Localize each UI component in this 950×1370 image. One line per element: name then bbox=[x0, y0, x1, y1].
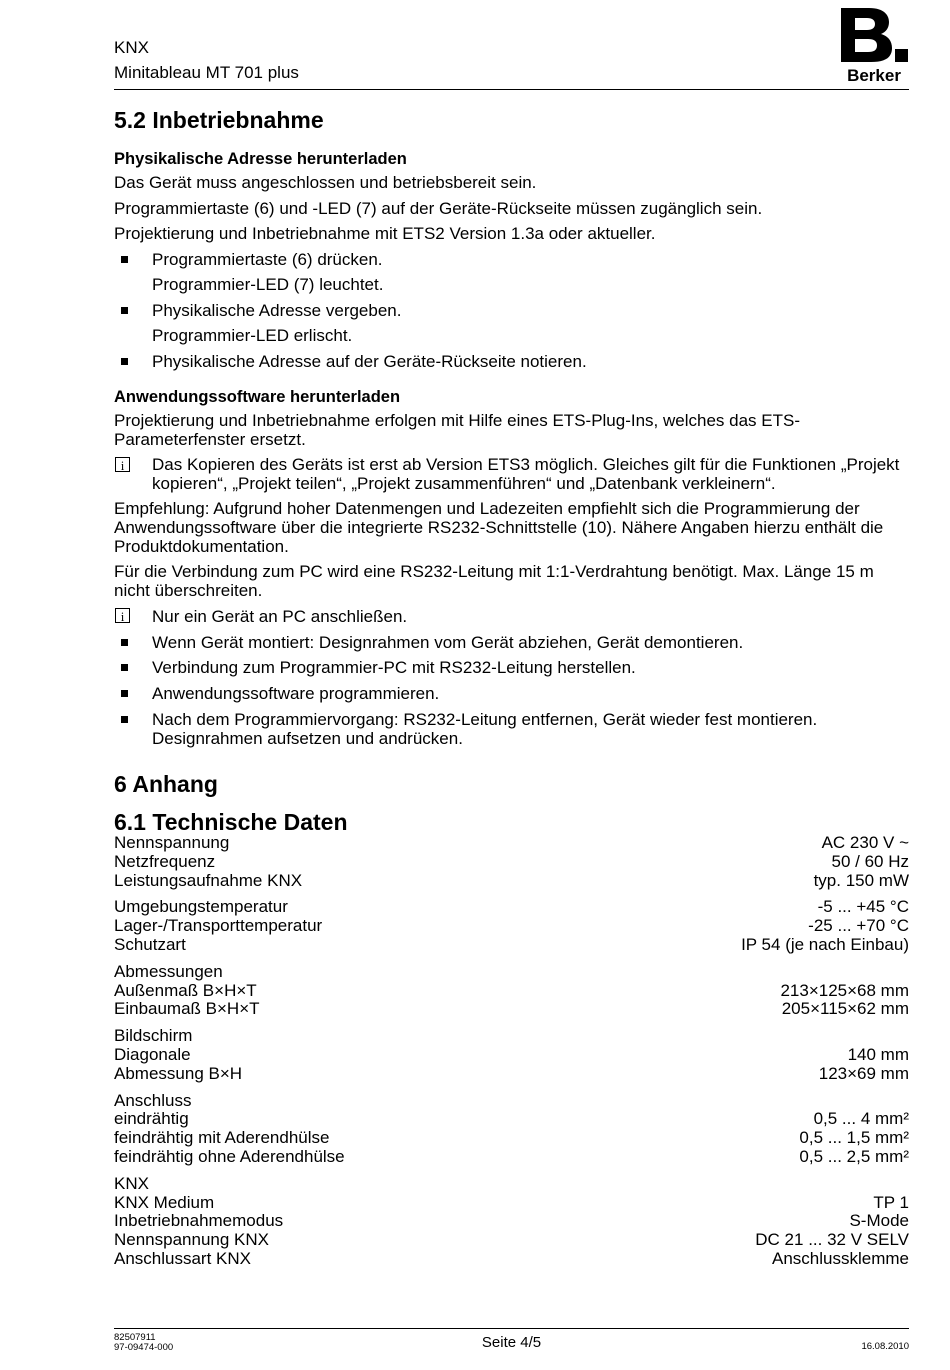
tech-data-label: Außenmaß B×H×T bbox=[114, 980, 257, 1000]
tech-data-value: 213×125×68 mm bbox=[780, 980, 909, 1000]
tech-data-row bbox=[114, 1129, 909, 1148]
tech-data-row bbox=[114, 917, 909, 936]
tech-data-label: Schutzart bbox=[114, 934, 186, 954]
tech-data-row bbox=[114, 963, 909, 982]
tech-data-value: 123×69 mm bbox=[818, 1063, 909, 1083]
tech-data-label: KNX Medium bbox=[114, 1192, 215, 1212]
bullet-icon bbox=[114, 710, 152, 748]
step-item: Physikalische Adresse vergeben. bbox=[114, 298, 909, 324]
header-product bbox=[114, 38, 299, 88]
tech-data-row bbox=[114, 982, 909, 1001]
paragraph: Projektierung und Inbetriebnahme erfolgen mit Hilfe eines ETS-Plug-Ins, welches das ETS-Parameterfenster ersetzt. bbox=[114, 411, 801, 449]
berker-logo bbox=[839, 6, 909, 84]
tech-data-value: AC 230 V ~ bbox=[821, 833, 909, 852]
tech-data-row bbox=[114, 1231, 909, 1250]
footer-date: 16.08.2010 bbox=[861, 1341, 909, 1352]
step-item: Programmiertaste (6) drücken. bbox=[114, 247, 909, 273]
tech-data-row bbox=[114, 834, 909, 853]
paragraph: Für die Verbindung zum PC wird eine RS232-Leitung mit 1:1-Verdrahtung benötigt. Max. Länge 15 m nicht überschreiten. bbox=[114, 562, 874, 600]
tech-data-value: 205×115×62 mm bbox=[781, 999, 909, 1019]
tech-data-value: 140 mm bbox=[847, 1044, 909, 1064]
technical-data-table bbox=[114, 834, 909, 1269]
step-item: Anwendungssoftware programmieren. bbox=[114, 681, 909, 707]
tech-data-label: feindrähtig ohne Aderendhülse bbox=[114, 1146, 345, 1166]
tech-data-row bbox=[114, 1000, 909, 1019]
tech-data-value: Anschlussklemme bbox=[772, 1248, 909, 1268]
tech-data-label: Abmessungen bbox=[114, 961, 223, 981]
bullet-icon bbox=[114, 655, 152, 681]
tech-data-value: -25 ... +70 °C bbox=[808, 916, 909, 936]
bullet-icon bbox=[114, 630, 152, 656]
step-item: Nach dem Programmiervorgang: RS232-Leitung entfernen, Gerät wieder fest montieren. Designrahmen aufsetzen und andrücken. bbox=[114, 710, 909, 748]
step-item: Wenn Gerät montiert: Designrahmen vom Gerät abziehen, Gerät demontieren. bbox=[114, 630, 909, 656]
tech-data-label: Netzfrequenz bbox=[114, 851, 216, 871]
header-divider bbox=[114, 89, 909, 90]
info-icon: i bbox=[115, 457, 130, 472]
tech-data-value: 0,5 ... 2,5 mm² bbox=[799, 1146, 909, 1166]
paragraph: Projektierung und Inbetriebnahme mit ETS2 Version 1.3a oder aktueller. bbox=[114, 224, 656, 243]
tech-data-row bbox=[114, 1175, 909, 1194]
info-note: i Das Kopieren des Geräts ist erst ab Version ETS3 möglich. Gleiches gilt für die Funktionen „Projekt kopieren“, „Projekt teilen“, „Projekt zusammenführen“ und „Datenbank verkleinern“. bbox=[114, 455, 909, 493]
tech-data-row bbox=[114, 1148, 909, 1167]
tech-data-row bbox=[114, 936, 909, 955]
tech-data-row bbox=[114, 1212, 909, 1231]
footer-divider bbox=[114, 1328, 909, 1329]
tech-data-row bbox=[114, 1250, 909, 1269]
tech-data-value: 0,5 ... 4 mm² bbox=[813, 1109, 909, 1129]
bullet-icon bbox=[114, 298, 152, 324]
tech-data-label: eindrähtig bbox=[114, 1109, 189, 1129]
tech-data-row bbox=[114, 1194, 909, 1213]
heading-physical-address: Physikalische Adresse herunterladen bbox=[114, 150, 407, 168]
tech-data-row bbox=[114, 853, 909, 872]
step-item: Verbindung zum Programmier-PC mit RS232-Leitung herstellen. bbox=[114, 655, 909, 681]
page-number: Seite 4/5 bbox=[481, 1334, 542, 1351]
tech-data-label: Anschluss bbox=[114, 1090, 192, 1110]
tech-data-row bbox=[114, 1092, 909, 1111]
tech-data-value: -5 ... +45 °C bbox=[817, 897, 909, 917]
paragraph: Programmiertaste (6) und -LED (7) auf der Geräte-Rückseite müssen zugänglich sein. bbox=[114, 198, 763, 218]
tech-data-label: Nennspannung KNX bbox=[114, 1230, 270, 1250]
step-result: Programmier-LED (7) leuchtet. bbox=[152, 275, 384, 294]
tech-data-row bbox=[114, 898, 909, 917]
content bbox=[114, 106, 909, 1269]
tech-data-row bbox=[114, 1027, 909, 1046]
info-note: i Nur ein Gerät an PC anschließen. bbox=[114, 604, 909, 630]
step-result: Programmier-LED erlischt. bbox=[152, 326, 353, 345]
tech-data-row bbox=[114, 1110, 909, 1129]
product-line: KNX bbox=[114, 38, 149, 57]
tech-data-value: TP 1 bbox=[873, 1192, 909, 1212]
tech-data-label: Einbaumaß B×H×T bbox=[114, 999, 260, 1019]
tech-data-label: Lager-/Transporttemperatur bbox=[114, 916, 323, 936]
tech-data-label: Umgebungstemperatur bbox=[114, 897, 288, 917]
tech-data-label: Anschlussart KNX bbox=[114, 1248, 251, 1268]
tech-data-label: Diagonale bbox=[114, 1044, 191, 1064]
tech-data-value: typ. 150 mW bbox=[813, 870, 909, 890]
tech-data-value: 0,5 ... 1,5 mm² bbox=[799, 1128, 909, 1148]
tech-data-value: 50 / 60 Hz bbox=[831, 851, 909, 871]
tech-data-row bbox=[114, 872, 909, 891]
product-name: Minitableau MT 701 plus bbox=[114, 63, 299, 82]
tech-data-label: Nennspannung bbox=[114, 833, 230, 852]
tech-data-label: Abmessung B×H bbox=[114, 1063, 243, 1083]
bullet-icon bbox=[114, 349, 152, 375]
tech-data-value: S-Mode bbox=[849, 1211, 909, 1231]
logo-b-mark bbox=[839, 6, 909, 64]
doc-number: 82507911 bbox=[114, 1332, 156, 1343]
tech-data-row bbox=[114, 1046, 909, 1065]
tech-data-value: DC 21 ... 32 V SELV bbox=[755, 1230, 909, 1250]
paragraph: Empfehlung: Aufgrund hoher Datenmengen und Ladezeiten empfiehlt sich die Programmierung der Anwendungssoftware über die integrierte RS232-Schnittstelle (10). Nähere Angaben hierzu enthält die Produktdokumentation. bbox=[114, 499, 884, 556]
info-icon: i bbox=[115, 608, 130, 623]
tech-data-label: Inbetriebnahmemodus bbox=[114, 1211, 284, 1231]
section-title-5-2: 5.2 Inbetriebnahme bbox=[114, 107, 324, 133]
doc-code: 97-09474-000 bbox=[114, 1342, 174, 1353]
paragraph: Das Gerät muss angeschlossen und betriebsbereit sein. bbox=[114, 173, 537, 192]
tech-data-label: Leistungsaufnahme KNX bbox=[114, 870, 303, 890]
bullet-icon bbox=[114, 247, 152, 273]
tech-data-value: IP 54 (je nach Einbau) bbox=[741, 934, 909, 954]
tech-data-label: Bildschirm bbox=[114, 1026, 193, 1046]
tech-data-row bbox=[114, 1065, 909, 1084]
tech-data-label: feindrähtig mit Aderendhülse bbox=[114, 1128, 330, 1148]
bullet-icon bbox=[114, 681, 152, 707]
section-title-6-1: 6.1 Technische Daten bbox=[114, 809, 348, 835]
section-title-6: 6 Anhang bbox=[114, 771, 218, 797]
logo-brand-name: Berker bbox=[847, 66, 901, 85]
heading-application-software: Anwendungssoftware herunterladen bbox=[114, 388, 401, 406]
step-item: Physikalische Adresse auf der Geräte-Rückseite notieren. bbox=[114, 349, 909, 375]
tech-data-label: KNX bbox=[114, 1173, 149, 1193]
